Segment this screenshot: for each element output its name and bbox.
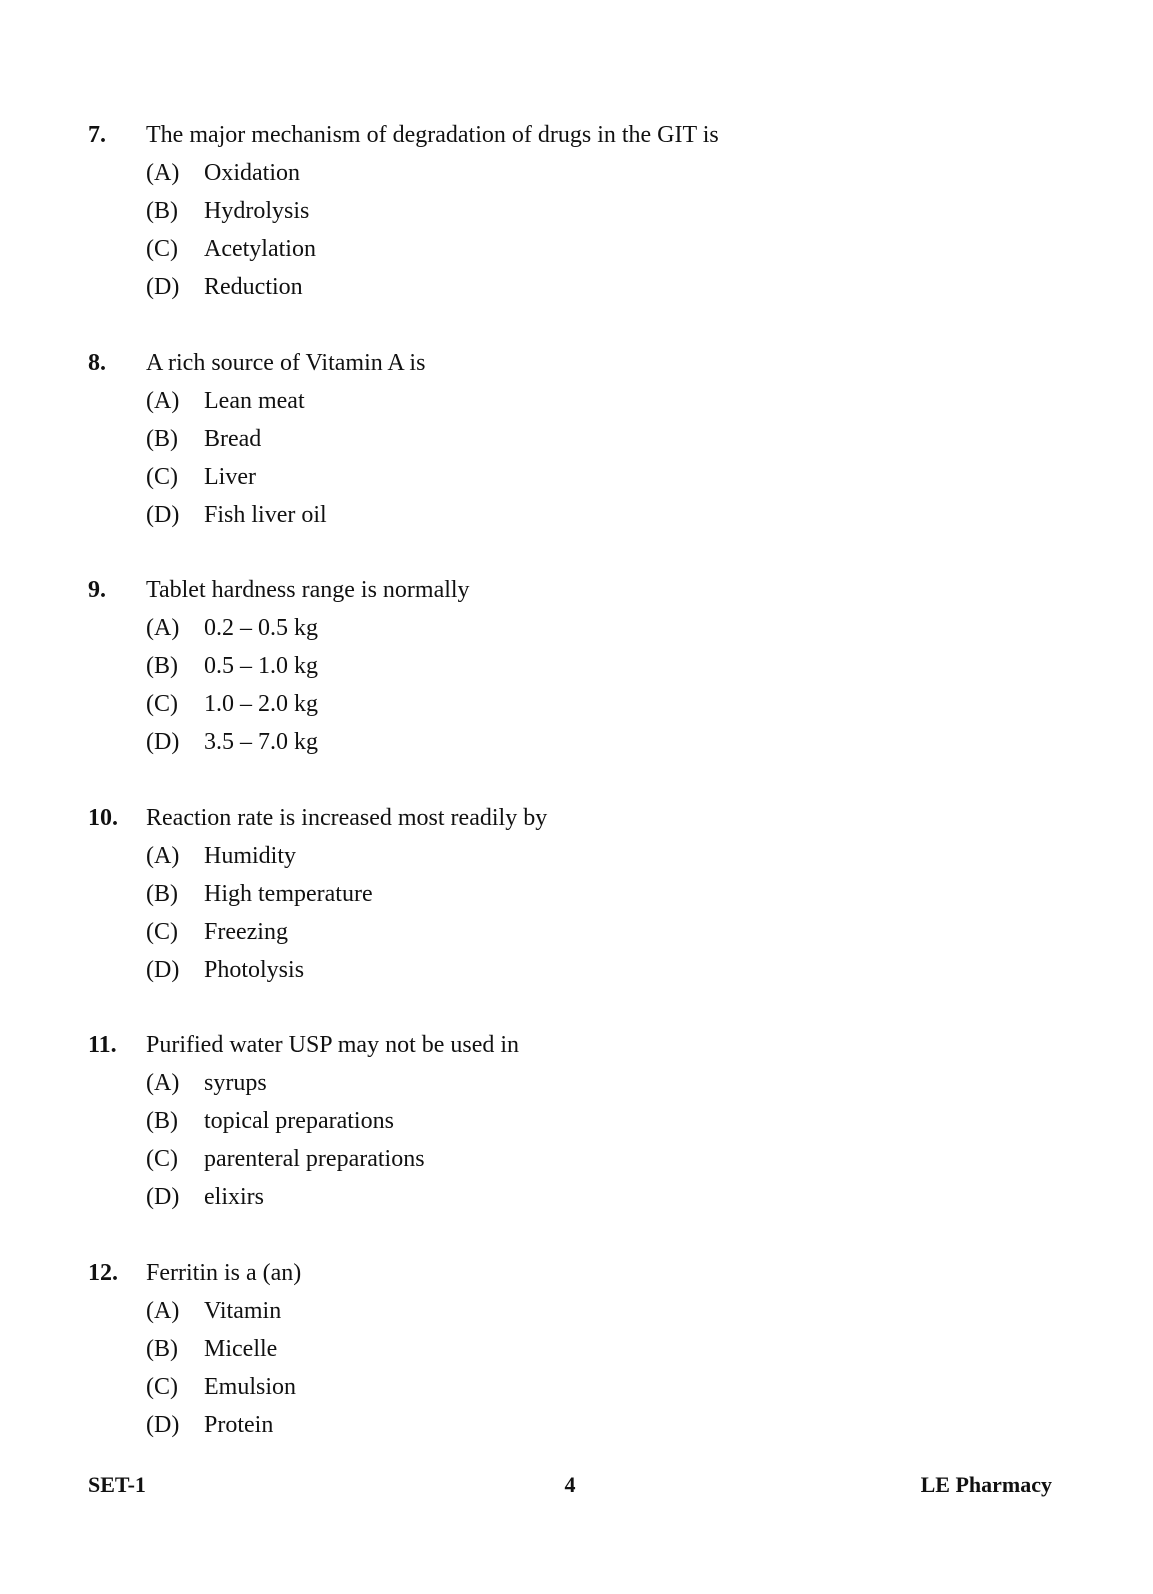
option-text: Bread	[204, 425, 262, 452]
option-label: (B)	[146, 880, 178, 907]
option-text: Acetylation	[204, 236, 316, 262]
option-text: 1.0 – 2.0 kg	[204, 691, 318, 717]
option-b	[146, 1102, 1088, 1140]
option-text: elixirs	[204, 1184, 264, 1210]
question-number: 9.	[88, 577, 106, 603]
option-d	[146, 723, 1088, 761]
option-label: (D)	[146, 1411, 180, 1438]
question-number: 11.	[88, 1032, 117, 1058]
option-label: (B)	[146, 1108, 178, 1134]
option-a	[146, 609, 1088, 647]
option-text: Emulsion	[204, 1373, 297, 1400]
option-b	[146, 192, 1088, 230]
option-label: (B)	[146, 1335, 178, 1362]
question-text: Reaction rate is increased most readily by	[146, 804, 548, 831]
option-c	[146, 685, 1088, 723]
option-a	[146, 154, 1088, 192]
option-text: Freezing	[204, 918, 288, 945]
option-text: Oxidation	[204, 160, 300, 186]
option-label: (A)	[146, 1070, 180, 1096]
option-label: (C)	[146, 918, 178, 945]
question-text: The major mechanism of degradation of drugs in the GIT is	[146, 122, 719, 148]
option-d	[146, 1178, 1088, 1216]
option-text: Micelle	[204, 1335, 278, 1362]
question-11	[88, 1026, 1088, 1254]
question-text: Tablet hardness range is normally	[146, 577, 470, 603]
option-text: Vitamin	[204, 1297, 282, 1324]
question-text: Purified water USP may not be used in	[146, 1032, 520, 1058]
option-b	[146, 875, 1088, 913]
option-d	[146, 1406, 1088, 1444]
option-text: Humidity	[204, 842, 297, 869]
option-c	[146, 230, 1088, 268]
option-d	[146, 496, 1088, 534]
option-text: High temperature	[204, 880, 373, 907]
option-label: (B)	[146, 653, 178, 679]
option-list	[146, 1064, 1088, 1216]
question-number: 10.	[88, 804, 118, 831]
option-label: (A)	[146, 387, 180, 414]
question-10	[88, 799, 1088, 1027]
option-c	[146, 1140, 1088, 1178]
question-number: 7.	[88, 122, 106, 148]
option-label: (C)	[146, 236, 178, 262]
option-list	[146, 154, 1088, 306]
option-text: Fish liver oil	[204, 501, 327, 528]
question-number: 8.	[88, 349, 106, 376]
option-text: 0.2 – 0.5 kg	[204, 615, 318, 641]
option-text: 3.5 – 7.0 kg	[204, 729, 318, 755]
option-label: (A)	[146, 1297, 180, 1324]
question-list	[88, 116, 1088, 1481]
page-footer	[88, 1470, 1052, 1500]
option-b	[146, 420, 1088, 458]
question-text: Ferritin is a (an)	[146, 1259, 302, 1286]
option-text: 0.5 – 1.0 kg	[204, 653, 318, 679]
option-b	[146, 1330, 1088, 1368]
option-list	[146, 837, 1088, 989]
option-a	[146, 382, 1088, 420]
option-a	[146, 1292, 1088, 1330]
footer-page-number: 4	[564, 1472, 576, 1497]
question-header	[88, 1026, 1088, 1064]
question-12	[88, 1254, 1088, 1482]
option-label: (C)	[146, 1146, 178, 1172]
option-label: (A)	[146, 842, 180, 869]
option-label: (D)	[146, 956, 180, 983]
option-a	[146, 837, 1088, 875]
question-9	[88, 571, 1088, 799]
option-label: (D)	[146, 1184, 180, 1210]
question-8	[88, 344, 1088, 572]
option-text: parenteral preparations	[204, 1146, 425, 1172]
footer-subject: LE Pharmacy	[920, 1472, 1052, 1497]
option-d	[146, 951, 1088, 989]
option-label: (D)	[146, 729, 180, 755]
option-list	[146, 382, 1088, 534]
option-label: (B)	[146, 425, 178, 452]
option-label: (C)	[146, 1373, 178, 1400]
footer-set-label: SET-1	[88, 1472, 146, 1497]
option-list	[146, 609, 1088, 761]
question-number: 12.	[88, 1259, 118, 1286]
option-text: syrups	[204, 1070, 267, 1096]
option-label: (B)	[146, 198, 178, 224]
option-label: (D)	[146, 274, 180, 300]
option-text: Photolysis	[204, 956, 305, 983]
option-text: Protein	[204, 1411, 274, 1438]
option-label: (A)	[146, 615, 180, 641]
question-text: A rich source of Vitamin A is	[146, 349, 426, 376]
option-list	[146, 1292, 1088, 1444]
question-header	[88, 571, 1088, 609]
option-label: (C)	[146, 463, 178, 490]
option-label: (C)	[146, 691, 178, 717]
option-text: Lean meat	[204, 387, 305, 414]
option-d	[146, 268, 1088, 306]
option-text: topical preparations	[204, 1108, 394, 1134]
question-header	[88, 344, 1088, 382]
option-text: Reduction	[204, 274, 303, 300]
option-label: (D)	[146, 501, 180, 528]
option-c	[146, 458, 1088, 496]
question-7	[88, 116, 1088, 344]
question-header	[88, 116, 1088, 154]
option-c	[146, 1368, 1088, 1406]
option-b	[146, 647, 1088, 685]
question-header	[88, 799, 1088, 837]
option-c	[146, 913, 1088, 951]
option-a	[146, 1064, 1088, 1102]
option-label: (A)	[146, 160, 180, 186]
option-text: Hydrolysis	[204, 198, 310, 224]
option-text: Liver	[204, 463, 256, 490]
question-header	[88, 1254, 1088, 1292]
